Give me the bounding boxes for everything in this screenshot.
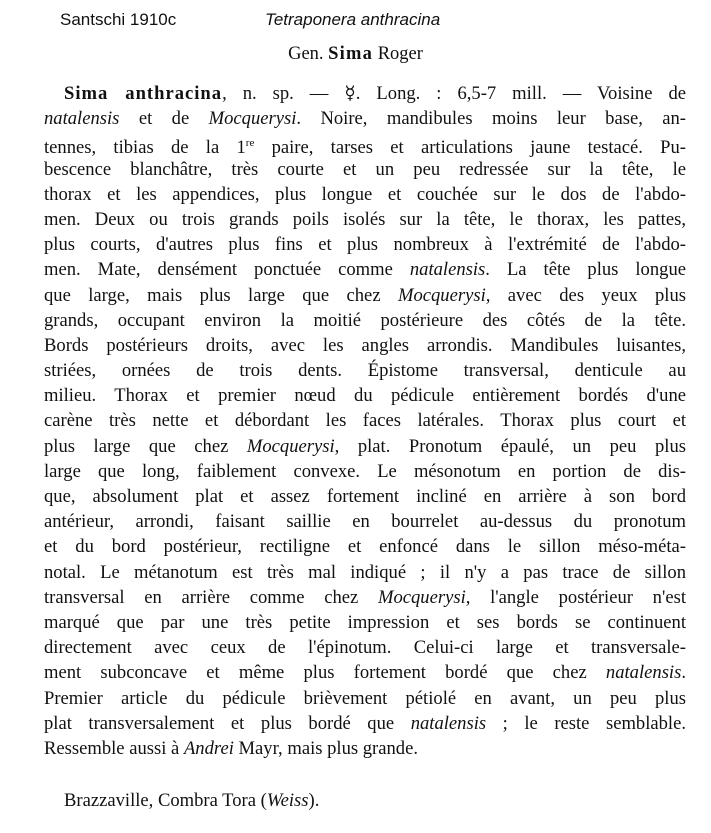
italic-taxon: Mocquerysi (246, 435, 335, 457)
description-line (44, 408, 686, 433)
text-segment: et de (119, 108, 209, 130)
text-segment: men. Mate, densément ponctuée comme (44, 259, 410, 281)
description-line (44, 736, 686, 761)
description-line (44, 434, 686, 459)
locality-end: ). (308, 790, 320, 811)
text-segment: ; le reste semblable. (486, 712, 687, 734)
text-segment: ment subconcave et même plus fortement bordé que chez (44, 662, 606, 684)
text-segment: men. Deux ou trois grands poils isolés sur la tête, le thorax, les pattes, (44, 208, 686, 230)
genus-heading (0, 44, 711, 65)
text-segment: notal. Le métanotum est très mal indiqué ; il n'y a pas trace de sillon (44, 561, 686, 583)
description-line (44, 131, 686, 159)
text-segment: . La tête plus longue (485, 259, 686, 281)
text-segment: large que long, faiblement convexe. Le mésonotum en portion de dis- (44, 460, 686, 482)
description-line (44, 257, 686, 282)
text-segment: , plat. Pronotum épaulé, un peu plus (334, 435, 686, 457)
text-segment: Mayr, mais plus grande. (233, 737, 418, 759)
description-line (44, 660, 686, 685)
description-line (44, 560, 686, 585)
genus-name: Sima (328, 44, 374, 64)
italic-taxon: Mocquerysi, (397, 284, 491, 306)
taxon-header: Tetraponera anthracina (265, 10, 441, 29)
text-segment: paire, tarses et articulations jaune testacé. Pu- (254, 137, 686, 159)
text-segment: bescence blanchâtre, très courte et un peu redressée sur la tête, le (44, 158, 686, 180)
description-line (44, 182, 686, 207)
text-segment: Premier article du pédicule brièvement pétiolé en avant, un peu plus (44, 687, 686, 709)
description-line (44, 711, 686, 736)
description-line (44, 484, 686, 509)
italic-taxon: Andrei (183, 737, 234, 759)
italic-taxon: Mocquerysi (208, 108, 297, 130)
text-segment: Ressemble aussi à (44, 737, 184, 759)
text-segment: thorax et les appendices, plus longue et couchée sur le dos de l'abdo- (44, 183, 686, 205)
text-segment: , n. sp. — ☿. Long. : 6,5-7 mill. — Voisine de (222, 83, 687, 104)
description-line (44, 459, 686, 484)
description-line (44, 308, 686, 333)
description-line (44, 106, 686, 131)
italic-taxon: natalensis (605, 662, 682, 684)
text-segment: que, absolument plat et assez fortement incliné en arrière à son bord (44, 486, 686, 507)
description-line (44, 610, 686, 635)
description-line (44, 383, 686, 408)
description-line (44, 232, 686, 257)
text-segment: marqué que par une très petite impression et ses bords se continuent (44, 611, 686, 633)
text-segment: grands, occupant environ la moitié postérieure des côtés de la tête. (44, 309, 686, 331)
locality-text: Brazzaville, Combra Tora ( (64, 790, 267, 811)
text-segment: Bords postérieurs droits, avec les angles arrondis. Mandibules luisantes, (44, 334, 686, 356)
species-description (44, 81, 686, 761)
text-segment: transversal en arrière comme chez (44, 586, 378, 608)
locality-line (64, 790, 319, 812)
description-line (44, 81, 686, 106)
description-line (44, 686, 686, 711)
text-segment: directement avec ceux de l'épinotum. Celui-ci large et transversale- (44, 637, 686, 659)
collector-name: Weiss (266, 790, 309, 811)
italic-taxon: Mocquerysi (377, 586, 466, 608)
genus-prefix: Gen. (288, 44, 324, 64)
description-line (44, 333, 686, 358)
text-segment: . Noire, mandibules moins leur base, an- (296, 108, 686, 130)
description-line (44, 509, 686, 534)
text-segment: carène très nette et débordant les faces latérales. Thorax plus court et (44, 410, 686, 432)
text-segment: plus large que chez (44, 435, 247, 457)
description-line (44, 635, 686, 660)
text-segment: plus courts, d'autres plus fins et plus nombreux à l'extrémité de l'abdo- (44, 234, 686, 256)
text-segment: milieu. Thorax et premier nœud du pédicule entièrement bordés d'une (44, 385, 686, 407)
italic-taxon: natalensis (409, 259, 486, 281)
text-segment: . (681, 662, 686, 684)
text-segment: plat transversalement et plus bordé que (44, 712, 411, 734)
italic-taxon: natalensis (410, 712, 487, 734)
description-line (44, 358, 686, 383)
description-line (44, 534, 686, 559)
text-segment: antérieur, arrondi, faisant saillie en bourrelet au-dessus du pronotum (44, 511, 686, 533)
text-segment: striées, ornées de trois dents. Épistome transversal, denticule au (44, 360, 686, 382)
description-line (44, 283, 686, 308)
text-segment: tennes, tibias de la 1 (44, 137, 246, 159)
genus-author: Roger (377, 44, 423, 64)
description-line (44, 207, 686, 232)
italic-taxon: natalensis (44, 108, 120, 130)
text-segment: et du bord postérieur, rectiligne et enfoncé dans le sillon méso-méta- (44, 536, 686, 558)
species-name: Sima anthracina (64, 83, 223, 104)
description-line (44, 585, 686, 610)
description-line (44, 157, 686, 182)
citation-header: Santschi 1910c (60, 10, 177, 29)
text-segment: , l'angle postérieur n'est (465, 586, 686, 608)
superscript: re (245, 137, 255, 150)
text-segment: que large, mais plus large que chez (44, 284, 398, 306)
text-segment: avec des yeux plus (490, 284, 686, 306)
